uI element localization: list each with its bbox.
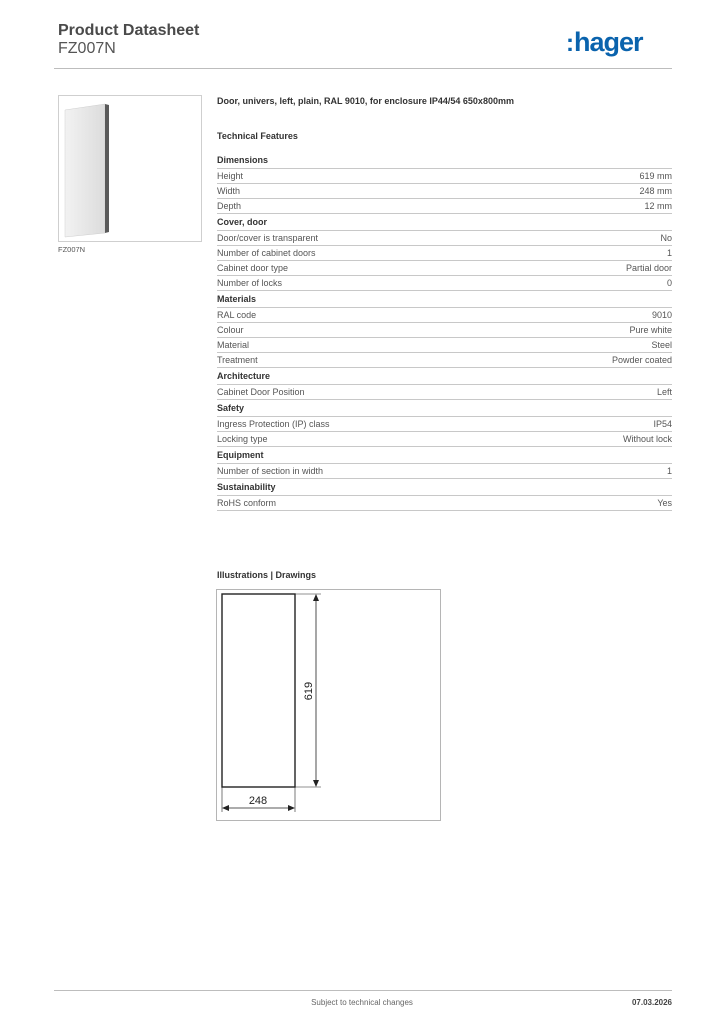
spec-value: Yes <box>657 498 672 508</box>
spec-group <box>217 447 672 479</box>
spec-label: Depth <box>217 201 242 211</box>
spec-row <box>217 245 672 260</box>
spec-value: 1 <box>666 248 672 258</box>
spec-label: Cabinet Door Position <box>217 387 305 397</box>
footer-date: 07.03.2026 <box>631 998 672 1007</box>
spec-value: 619 mm <box>639 171 672 181</box>
spec-group-title: Equipment <box>217 450 264 460</box>
spec-row <box>217 230 672 245</box>
spec-value: No <box>660 233 672 243</box>
spec-label: Number of cabinet doors <box>217 248 316 258</box>
hager-logo: :hager <box>566 27 643 57</box>
product-image <box>58 95 202 242</box>
header-divider <box>54 68 672 69</box>
spec-row <box>217 463 672 479</box>
spec-row <box>217 431 672 447</box>
product-code: FZ007N <box>58 40 116 57</box>
spec-value: 12 mm <box>644 201 672 211</box>
spec-row <box>217 183 672 198</box>
arrow-up-icon <box>313 594 319 601</box>
spec-row <box>217 168 672 183</box>
spec-label: Locking type <box>217 434 268 444</box>
spec-value: Steel <box>651 340 672 350</box>
spec-row <box>217 384 672 400</box>
spec-table <box>217 152 672 511</box>
spec-group <box>217 400 672 447</box>
spec-label: Treatment <box>217 355 258 365</box>
spec-value: Partial door <box>625 263 672 273</box>
spec-value: Pure white <box>629 325 672 335</box>
spec-group-title: Dimensions <box>217 155 269 165</box>
spec-label: RoHS conform <box>217 498 277 508</box>
spec-label: Door/cover is transparent <box>217 233 319 243</box>
spec-row <box>217 322 672 337</box>
spec-row <box>217 352 672 368</box>
logo-text: hager <box>574 27 643 57</box>
spec-value: 248 mm <box>639 186 672 196</box>
spec-label: Colour <box>217 325 244 335</box>
spec-value: Powder coated <box>611 355 672 365</box>
spec-group <box>217 214 672 291</box>
arrow-down-icon <box>313 780 319 787</box>
technical-features-title: Technical Features <box>217 131 298 141</box>
document-title: Product Datasheet <box>58 22 200 39</box>
spec-row <box>217 275 672 291</box>
spec-group <box>217 479 672 511</box>
spec-row <box>217 416 672 431</box>
spec-row <box>217 495 672 511</box>
spec-value: Left <box>656 387 672 397</box>
illustrations-title: Illustrations | Drawings <box>217 570 317 580</box>
spec-label: Number of section in width <box>217 466 324 476</box>
arrow-right-icon <box>288 805 295 811</box>
spec-row <box>217 198 672 214</box>
image-caption: FZ007N <box>58 245 86 254</box>
dimension-drawing <box>216 589 441 821</box>
arrow-left-icon <box>222 805 229 811</box>
spec-group-title: Materials <box>217 294 257 304</box>
spec-value: 0 <box>666 278 672 288</box>
footer-divider <box>54 990 672 991</box>
drawing-svg <box>217 590 440 820</box>
spec-label: RAL code <box>217 310 257 320</box>
spec-group <box>217 152 672 214</box>
door-outline <box>222 594 295 787</box>
spec-label: Width <box>217 186 241 196</box>
spec-group-title: Safety <box>217 403 245 413</box>
spec-group-title: Architecture <box>217 371 271 381</box>
width-label: 248 <box>248 795 268 807</box>
spec-value: 9010 <box>651 310 672 320</box>
height-label: 619 <box>303 681 315 701</box>
spec-row <box>217 337 672 352</box>
spec-group <box>217 368 672 400</box>
spec-group-title: Cover, door <box>217 217 268 227</box>
spec-value: Without lock <box>622 434 672 444</box>
spec-label: Height <box>217 171 244 181</box>
spec-label: Ingress Protection (IP) class <box>217 419 330 429</box>
footer-note: Subject to technical changes <box>311 998 413 1007</box>
product-description: Door, univers, left, plain, RAL 9010, for enclosure IP44/54 650x800mm <box>217 96 514 106</box>
spec-row <box>217 307 672 322</box>
spec-label: Cabinet door type <box>217 263 289 273</box>
spec-group <box>217 291 672 368</box>
spec-value: 1 <box>666 466 672 476</box>
spec-label: Number of locks <box>217 278 283 288</box>
spec-label: Material <box>217 340 250 350</box>
door-image <box>59 96 201 241</box>
spec-row <box>217 260 672 275</box>
spec-group-title: Sustainability <box>217 482 276 492</box>
spec-value: IP54 <box>653 419 672 429</box>
